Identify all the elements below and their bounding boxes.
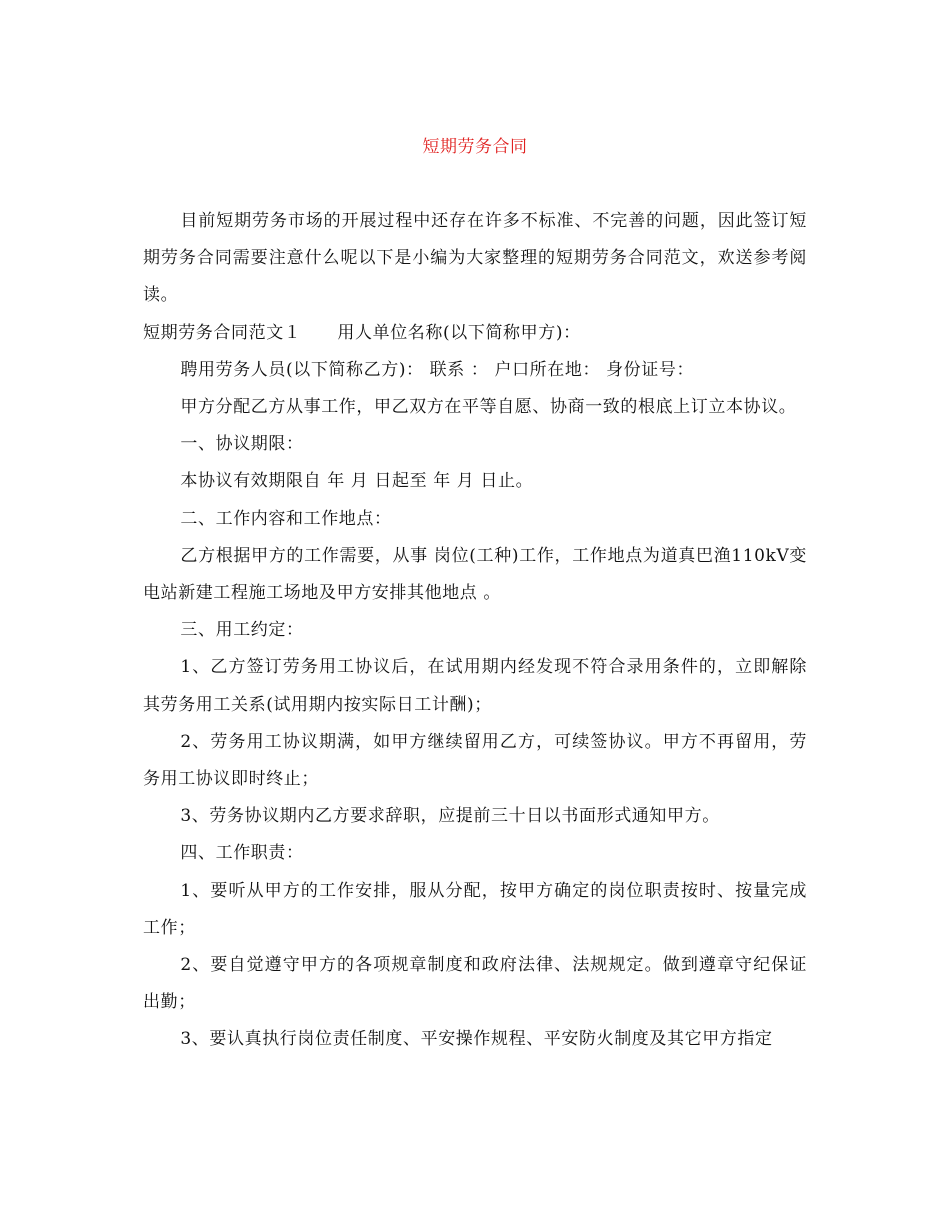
duties-item-2: 2、要自觉遵守甲方的各项规章制度和政府法律、法规规定。做到遵章守纪保证出勤； — [143, 955, 807, 1013]
agreement-paragraph: 甲方分配乙方从事工作，甲乙双方在平等自愿、协商一致的根底上订立本协议。 — [180, 397, 797, 418]
employment-item-2: 2、劳务用工协议期满，如甲方继续留用乙方，可续签协议。甲方不再留用，劳务用工协议即时终止； — [143, 731, 807, 790]
section-heading-line — [143, 315, 807, 352]
employee-info-line: 聘用劳务人员(以下简称乙方)： 联系 ： 户口所在地： 身份证号： — [180, 359, 695, 380]
term-paragraph: 本协议有效期限自 年 月 日起至 年 月 日止。 — [180, 471, 534, 492]
employer-name-line: 用人单位名称(以下简称甲方)： — [337, 322, 581, 343]
clause-heading-work: 二、工作内容和工作地点： — [180, 508, 392, 529]
sample-heading: 短期劳务合同范文１ — [143, 322, 302, 343]
document-title: 短期劳务合同 — [422, 137, 528, 157]
duties-item-3: 3、要认真执行岗位责任制度、平安操作规程、平安防火制度及其它甲方指定 — [180, 1029, 773, 1050]
clause-heading-duties: 四、工作职责： — [180, 843, 304, 864]
employment-item-3: 3、劳务协议期内乙方要求辞职，应提前三十日以书面形式通知甲方。 — [180, 806, 720, 827]
clause-heading-term: 一、协议期限： — [180, 434, 304, 455]
work-paragraph: 乙方根据甲方的工作需要，从事 岗位(工种)工作，工作地点为道真巴渔110kV变电站新建工程施工场地及甲方安排其他地点 。 — [143, 545, 807, 604]
clause-heading-employment: 三、用工约定： — [180, 620, 304, 641]
document-body — [143, 203, 807, 1059]
intro-paragraph: 目前短期劳务市场的开展过程中还存在许多不标准、不完善的问题，因此签订短期劳务合同需要注意什么呢以下是小编为大家整理的短期劳务合同范文，欢送参考阅读。 — [143, 211, 807, 306]
employment-item-1: 1、乙方签订劳务用工协议后，在试用期内经发现不符合录用条件的，立即解除其劳务用工关系(试用期内按实际日工计酬)； — [143, 657, 807, 715]
duties-item-1: 1、要听从甲方的工作安排，服从分配，按甲方确定的岗位职责按时、按量完成工作； — [143, 880, 807, 938]
